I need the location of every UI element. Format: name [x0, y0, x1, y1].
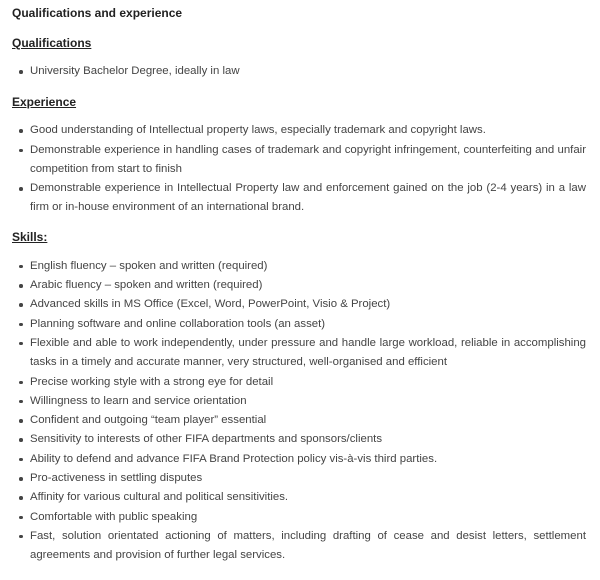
page-title: Qualifications and experience [12, 6, 183, 20]
list-item: Advanced skills in MS Office (Excel, Word, PowerPoint, Visio & Project) [12, 295, 586, 314]
list-item: Flexible and able to work independently, under pressure and handle large workload, reliable in accomplishing tasks in a timely and accurate manner, very structured, well-organised and efficient [12, 334, 586, 373]
list-item: Demonstrable experience in Intellectual Property law and enforcement gained on the job (2-4 years) in a law firm or in-house environment of an international brand. [12, 179, 586, 218]
skills-list [12, 257, 586, 566]
list-item: Willingness to learn and service orientation [12, 392, 586, 411]
list-item: Comfortable with public speaking [12, 508, 586, 527]
experience-list [12, 121, 586, 217]
qualifications-heading: Qualifications [12, 36, 92, 50]
list-item: Good understanding of Intellectual property laws, especially trademark and copyright laws. [12, 121, 586, 140]
experience-heading: Experience [12, 95, 77, 110]
list-item: University Bachelor Degree, ideally in law [12, 62, 586, 81]
list-item: Ability to defend and advance FIFA Brand Protection policy vis-à-vis third parties. [12, 450, 586, 469]
skills-heading: Skills: [12, 229, 48, 244]
list-item: Planning software and online collaboration tools (an asset) [12, 315, 586, 334]
list-item: Pro-activeness in settling disputes [12, 469, 586, 488]
qualifications-list [12, 62, 586, 81]
list-item: Fast, solution orientated actioning of matters, including drafting of cease and desist letters, settlement agreements and provision of further legal services. [12, 527, 586, 566]
list-item: Affinity for various cultural and political sensitivities. [12, 488, 586, 507]
list-item: Arabic fluency – spoken and written (required) [12, 276, 586, 295]
list-item: Confident and outgoing “team player” essential [12, 411, 586, 430]
list-item: English fluency – spoken and written (required) [12, 257, 586, 276]
list-item: Sensitivity to interests of other FIFA departments and sponsors/clients [12, 430, 586, 449]
list-item: Demonstrable experience in handling cases of trademark and copyright infringement, counterfeiting and unfair competition from start to finish [12, 141, 586, 180]
list-item: Precise working style with a strong eye for detail [12, 373, 586, 392]
